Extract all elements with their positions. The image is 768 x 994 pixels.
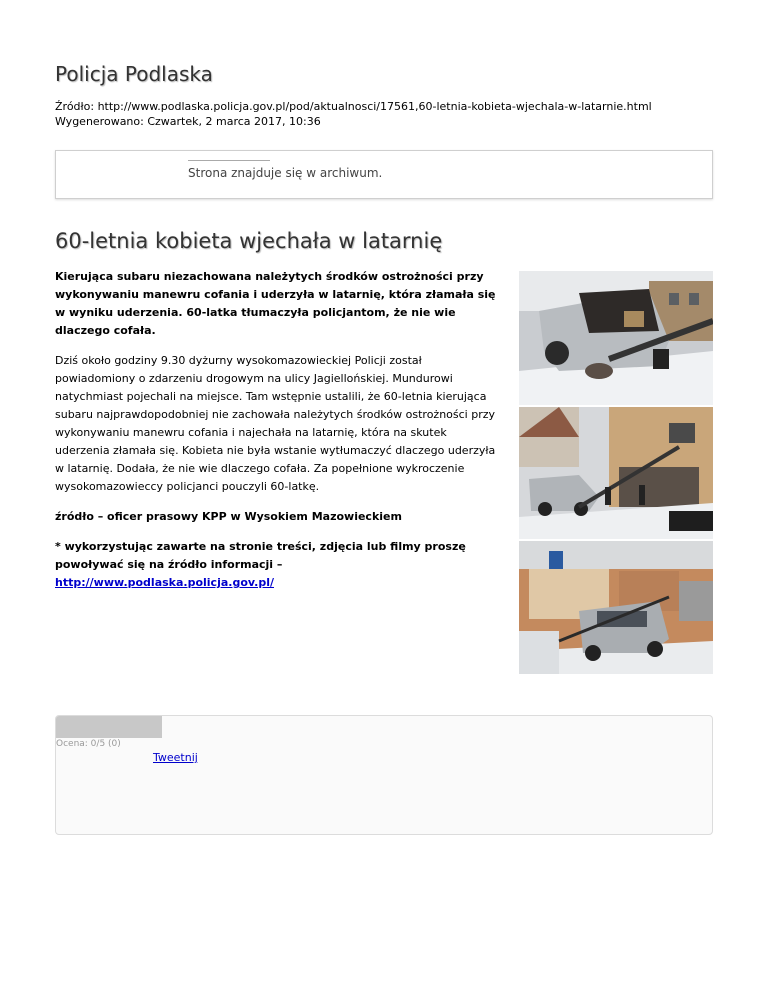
source-url-line: Źródło: http://www.podlaska.policja.gov.pl/pod/aktualnosci/17561,60-letnia-kobieta-wjechala-w-latarnie.html xyxy=(55,100,652,113)
rating-label: Ocena: 0/5 (0) xyxy=(56,739,121,749)
article-body xyxy=(55,268,503,604)
article-title: 60-letnia kobieta wjechała w latarnię xyxy=(55,229,443,253)
article-lead: Kierująca subaru niezachowana należytych środków ostrożności przy wykonywaniu manewru cofania i uderzyła w latarnię, która złamała się w wyniku uderzenia. 60-latka tłumaczyła policjantom, że nie wie dlaczego cofała. xyxy=(55,270,496,337)
archive-notice-text: Strona znajduje się w archiwum. xyxy=(188,166,383,180)
rating-box xyxy=(55,715,713,835)
source-notice-link[interactable]: http://www.podlaska.policja.gov.pl/ xyxy=(55,576,274,589)
article-paragraph: Dziś około godziny 9.30 dyżurny wysokomazowieckiej Policji został powiadomiony o zdarzeniu drogowym na ulicy Jagiellońskiej. Mundurowi natychmiast pojechali na miejsce. Tam wstępnie ustalili, że 60-letnia kierująca subaru najprawdopodobniej nie zachowała należytych środków ostrożności przy wykonywaniu manewru cofania i najechała na latarnię, która na skutek uderzenia złamała się. Kobieta nie była wstanie wytłumaczyć dlaczego uderzyła w latarnię. Dodała, że nie wie dlaczego cofała. Za popełnione wykroczenie wysokomazowieccy policjanci pouczyli 60-latkę. xyxy=(55,354,496,493)
tweet-link[interactable]: Tweetnij xyxy=(153,751,198,764)
generated-date-line: Wygenerowano: Czwartek, 2 marca 2017, 10:36 xyxy=(55,115,321,128)
article-source: źródło – oficer prasowy KPP w Wysokiem Mazowieckiem xyxy=(55,510,402,523)
article-photo-2[interactable] xyxy=(519,407,713,539)
archive-notice-box xyxy=(55,150,713,199)
archive-divider xyxy=(188,160,270,161)
article-photo-1[interactable] xyxy=(519,271,713,405)
site-title: Policja Podlaska xyxy=(55,62,213,86)
rating-stars[interactable] xyxy=(56,716,162,738)
source-notice xyxy=(55,538,503,592)
page-meta xyxy=(55,99,652,129)
source-notice-text: * wykorzystując zawarte na stronie treści, zdjęcia lub filmy proszę powoływać się na źródło informacji – xyxy=(55,540,466,571)
article-photo-3[interactable] xyxy=(519,541,713,674)
